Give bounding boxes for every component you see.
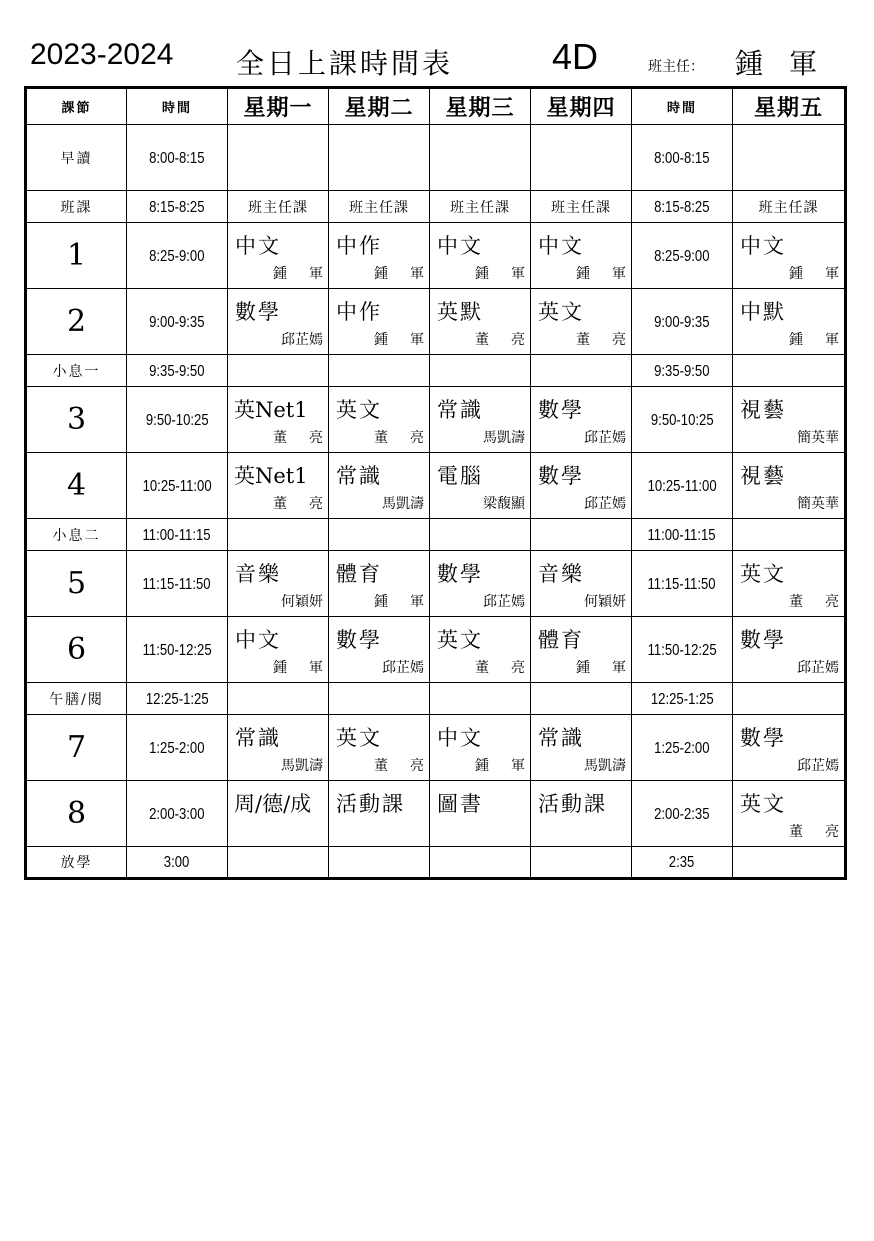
lesson-cell-mon — [228, 289, 329, 355]
subject-name: 視藝 — [740, 398, 786, 422]
time-cell-friday — [632, 453, 733, 519]
table-row — [26, 781, 846, 847]
lesson-cell-tue — [329, 519, 430, 551]
lesson-cell-tue — [329, 453, 430, 519]
lesson-cell-wed — [430, 223, 547, 289]
lesson-cell-wed — [430, 289, 547, 355]
time-text: 8:15-8:25 — [654, 198, 710, 216]
lesson-cell-tue — [329, 125, 430, 191]
subject-name: 圖書 — [437, 792, 483, 816]
lesson-cell-mon — [228, 191, 329, 223]
time-cell — [127, 355, 228, 387]
period-cell — [26, 223, 127, 289]
class-name: 4D — [552, 36, 599, 77]
lesson-cell-wed — [430, 847, 531, 879]
lesson-cell-mon — [228, 223, 345, 289]
period-label: 早讀 — [60, 150, 93, 167]
teacher-name: 董亮 — [374, 758, 446, 774]
teacher-name: 邱芷嫣 — [483, 594, 525, 610]
period-cell — [26, 453, 127, 519]
lesson-cell-mon — [228, 453, 345, 519]
time-text: 1:25-2:00 — [149, 739, 205, 757]
lesson-cell-mon — [228, 715, 329, 781]
homeroom-label: 班主任課 — [349, 199, 409, 216]
period-cell — [26, 289, 127, 355]
teacher-name: 邱芷嫣 — [797, 758, 839, 774]
time-cell — [127, 519, 228, 551]
time-cell — [127, 715, 228, 781]
lesson-cell-tue — [329, 715, 446, 781]
time-text: 9:35-9:50 — [654, 362, 710, 380]
subject-name: 中文 — [740, 234, 786, 258]
lesson-cell-fri — [733, 355, 846, 387]
time-text: 8:00-8:15 — [149, 149, 205, 167]
time-cell-friday — [632, 551, 733, 617]
homeroom-label: 班主任課 — [248, 199, 308, 216]
subject-name: 中文 — [235, 234, 281, 258]
teacher-name: 何穎妍 — [584, 594, 626, 610]
time-text: 2:35 — [669, 854, 695, 871]
lesson-cell-wed — [430, 617, 547, 683]
lesson-cell-fri — [733, 125, 846, 191]
time-text: 3:00 — [164, 854, 190, 871]
time-text: 9:00-9:35 — [654, 313, 710, 331]
lesson-cell-thu — [531, 847, 632, 879]
lesson-cell-mon — [228, 617, 345, 683]
teacher-name: 董亮 — [475, 332, 547, 348]
lesson-cell-tue — [329, 617, 430, 683]
subject-name: 英Net1 — [234, 464, 308, 488]
lesson-cell-fri — [733, 683, 846, 715]
col-header-friday: 星期五 — [733, 88, 846, 125]
page-header — [0, 0, 874, 86]
teacher-name: 董亮 — [789, 594, 861, 610]
col-header-time-friday: 時間 — [632, 88, 733, 125]
teacher-name: 邱芷嫣 — [281, 332, 323, 348]
teacher-name: 鍾軍 — [576, 660, 648, 676]
time-cell-friday — [632, 223, 733, 289]
time-cell-friday — [632, 387, 733, 453]
time-text: 9:00-9:35 — [149, 313, 205, 331]
lesson-cell-tue — [329, 289, 446, 355]
col-header-time: 時間 — [127, 88, 228, 125]
period-number: 8 — [66, 796, 87, 831]
time-text: 9:35-9:50 — [149, 362, 205, 380]
subject-name: 活動課 — [336, 792, 405, 816]
lesson-cell-fri — [733, 387, 846, 453]
time-text: 8:00-8:15 — [654, 149, 710, 167]
lesson-cell-thu — [531, 355, 632, 387]
teacher-name: 邱芷嫣 — [584, 496, 626, 512]
lesson-cell-fri — [733, 781, 861, 847]
teacher-name: 邱芷嫣 — [382, 660, 424, 676]
time-text: 2:00-3:00 — [149, 805, 205, 823]
time-text: 11:50-12:25 — [647, 641, 717, 659]
teacher-name: 簡英華 — [797, 496, 839, 512]
lesson-cell-thu — [531, 519, 632, 551]
lesson-cell-wed — [430, 715, 547, 781]
time-cell-friday — [632, 355, 733, 387]
period-cell — [26, 715, 127, 781]
subject-name: 體育 — [538, 628, 584, 652]
time-text: 11:15-11:50 — [142, 575, 212, 593]
lesson-cell-fri — [733, 289, 861, 355]
table-row — [26, 453, 846, 519]
teacher-name: 梁馥顯 — [483, 496, 525, 512]
lesson-cell-mon — [228, 355, 329, 387]
time-text: 12:25-1:25 — [650, 690, 714, 708]
lesson-cell-mon — [228, 125, 329, 191]
lesson-cell-tue — [329, 355, 430, 387]
subject-name: 電腦 — [437, 464, 483, 488]
subject-name: 英文 — [740, 792, 786, 816]
col-header-monday: 星期一 — [228, 88, 329, 125]
subject-name: 音樂 — [235, 562, 281, 586]
lesson-cell-wed — [430, 781, 531, 847]
subject-name: 活動課 — [538, 792, 607, 816]
lesson-cell-mon — [228, 847, 329, 879]
subject-name: 中文 — [538, 234, 584, 258]
time-text: 9:50-10:25 — [145, 411, 209, 429]
subject-name: 常識 — [235, 726, 281, 750]
time-cell-friday — [632, 715, 733, 781]
subject-name: 中文 — [437, 234, 483, 258]
time-cell — [127, 289, 228, 355]
subject-name: 數學 — [235, 300, 281, 324]
teacher-name: 邱芷嫣 — [584, 430, 626, 446]
period-label: 小息二 — [52, 527, 101, 544]
period-cell — [26, 191, 127, 223]
teacher-name: 鍾軍 — [475, 758, 547, 774]
period-number: 3 — [66, 402, 87, 437]
homeroom-label: 班主任課 — [551, 199, 611, 216]
subject-name: 英Net1 — [234, 398, 308, 422]
lesson-cell-tue — [329, 223, 446, 289]
lesson-cell-thu — [531, 617, 648, 683]
lesson-cell-mon — [228, 519, 329, 551]
subject-name: 數學 — [336, 628, 382, 652]
table-row — [26, 387, 846, 453]
lesson-cell-fri — [733, 551, 861, 617]
subject-name: 常識 — [538, 726, 584, 750]
teacher-name: 鍾軍 — [273, 660, 345, 676]
time-cell — [127, 223, 228, 289]
teacher-name: 董亮 — [273, 496, 345, 512]
period-number: 1 — [66, 238, 87, 273]
teacher-name: 鍾軍 — [374, 594, 446, 610]
lesson-cell-fri — [733, 223, 861, 289]
period-label: 放學 — [60, 855, 93, 871]
teacher-name: 鍾軍 — [789, 266, 861, 282]
period-cell — [26, 847, 127, 879]
lesson-cell-wed — [430, 683, 531, 715]
lesson-cell-thu — [531, 223, 648, 289]
teacher-name: 馬凱濤 — [382, 496, 424, 512]
table-row — [26, 125, 846, 191]
teacher-name: 董亮 — [273, 430, 345, 446]
subject-name: 數學 — [538, 464, 584, 488]
time-cell — [127, 453, 228, 519]
col-header-wednesday: 星期三 — [430, 88, 531, 125]
col-header-tuesday: 星期二 — [329, 88, 430, 125]
time-text: 10:25-11:00 — [142, 477, 212, 495]
time-cell — [127, 125, 228, 191]
col-header-thursday: 星期四 — [531, 88, 632, 125]
period-number: 4 — [66, 468, 87, 503]
period-cell — [26, 781, 127, 847]
subject-name: 數學 — [740, 726, 786, 750]
subject-name: 中作 — [336, 300, 382, 324]
teacher-name: 鍾軍 — [576, 266, 648, 282]
teacher-name: 董亮 — [475, 660, 547, 676]
teacher-name: 董亮 — [789, 824, 861, 840]
period-cell — [26, 617, 127, 683]
time-cell — [127, 617, 228, 683]
time-text: 8:25-9:00 — [654, 247, 710, 265]
lesson-cell-fri — [733, 715, 846, 781]
teacher-name: 鍾軍 — [273, 266, 345, 282]
table-row — [26, 191, 846, 223]
teacher-name: 馬凱濤 — [584, 758, 626, 774]
table-row — [26, 683, 846, 715]
lesson-cell-fri — [733, 453, 846, 519]
time-cell — [127, 683, 228, 715]
lesson-cell-tue — [329, 683, 430, 715]
lesson-cell-thu — [531, 289, 648, 355]
period-number: 5 — [66, 566, 87, 601]
period-label: 班課 — [60, 199, 93, 216]
lesson-cell-fri — [733, 519, 846, 551]
subject-name: 常識 — [437, 398, 483, 422]
lesson-cell-wed — [430, 125, 531, 191]
period-number: 6 — [66, 632, 87, 667]
class-teacher-label: 班主任： — [648, 59, 704, 75]
time-cell-friday — [632, 125, 733, 191]
lesson-cell-fri — [733, 847, 846, 879]
subject-name: 中默 — [740, 300, 786, 324]
timetable — [24, 86, 861, 880]
period-label: 小息一 — [52, 363, 101, 380]
time-text: 10:25-11:00 — [647, 477, 717, 495]
period-cell — [26, 519, 127, 551]
subject-name: 數學 — [437, 562, 483, 586]
lesson-cell-fri — [733, 191, 846, 223]
subject-name: 常識 — [336, 464, 382, 488]
period-cell — [26, 551, 127, 617]
lesson-cell-tue — [329, 781, 430, 847]
teacher-name: 鍾軍 — [374, 332, 446, 348]
teacher-name: 鍾軍 — [475, 266, 547, 282]
time-cell — [127, 191, 228, 223]
lesson-cell-thu — [531, 387, 632, 453]
subject-name: 中文 — [437, 726, 483, 750]
period-cell — [26, 683, 127, 715]
lesson-cell-wed — [430, 387, 531, 453]
subject-name: 英文 — [336, 398, 382, 422]
header-row — [26, 88, 846, 125]
lesson-cell-tue — [329, 387, 446, 453]
lesson-cell-tue — [329, 551, 446, 617]
table-row — [26, 289, 846, 355]
time-cell-friday — [632, 847, 733, 879]
time-text: 8:15-8:25 — [149, 198, 205, 216]
lesson-cell-thu — [531, 551, 632, 617]
teacher-name: 邱芷嫣 — [797, 660, 839, 676]
time-cell-friday — [632, 781, 733, 847]
homeroom-label: 班主任課 — [758, 199, 819, 216]
time-text: 2:00-2:35 — [654, 805, 710, 823]
subject-name: 中文 — [235, 628, 281, 652]
table-row — [26, 551, 846, 617]
lesson-cell-mon — [228, 683, 329, 715]
subject-name: 數學 — [538, 398, 584, 422]
subject-name: 周/德/成 — [234, 792, 312, 816]
time-text: 1:25-2:00 — [654, 739, 710, 757]
subject-name: 音樂 — [538, 562, 584, 586]
lesson-cell-thu — [531, 125, 632, 191]
lesson-cell-mon — [228, 781, 329, 847]
timetable-body — [26, 125, 861, 879]
lesson-cell-fri — [733, 617, 846, 683]
lesson-cell-thu — [531, 683, 632, 715]
lesson-cell-wed — [430, 191, 531, 223]
lesson-cell-mon — [228, 551, 329, 617]
teacher-name: 鍾軍 — [789, 332, 861, 348]
teacher-name: 馬凱濤 — [483, 430, 525, 446]
lesson-cell-wed — [430, 453, 531, 519]
period-number: 7 — [66, 730, 87, 765]
time-cell — [127, 847, 228, 879]
time-text: 11:00-11:15 — [647, 526, 717, 544]
teacher-name: 董亮 — [576, 332, 648, 348]
subject-name: 體育 — [336, 562, 382, 586]
period-cell — [26, 387, 127, 453]
subject-name: 英默 — [437, 300, 483, 324]
time-text: 11:15-11:50 — [647, 575, 717, 593]
subject-name: 英文 — [437, 628, 483, 652]
teacher-name: 馬凱濤 — [281, 758, 323, 774]
lesson-cell-tue — [329, 847, 430, 879]
time-cell-friday — [632, 289, 733, 355]
teacher-name: 董亮 — [374, 430, 446, 446]
time-cell-friday — [632, 519, 733, 551]
lesson-cell-thu — [531, 453, 632, 519]
subject-name: 英文 — [538, 300, 584, 324]
teacher-name: 何穎妍 — [281, 594, 323, 610]
time-text: 8:25-9:00 — [149, 247, 205, 265]
lesson-cell-thu — [531, 781, 632, 847]
time-cell — [127, 551, 228, 617]
time-text: 11:00-11:15 — [142, 526, 212, 544]
table-row — [26, 715, 846, 781]
period-label: 午膳/閱 — [49, 691, 104, 708]
lesson-cell-thu — [531, 715, 632, 781]
lesson-cell-wed — [430, 519, 531, 551]
teacher-name: 鍾軍 — [374, 266, 446, 282]
col-header-period: 課節 — [26, 88, 127, 125]
subject-name: 數學 — [740, 628, 786, 652]
period-cell — [26, 125, 127, 191]
subject-name: 英文 — [740, 562, 786, 586]
time-cell — [127, 387, 228, 453]
school-year: 2023-2024 — [30, 38, 174, 71]
time-cell — [127, 781, 228, 847]
time-text: 9:50-10:25 — [650, 411, 714, 429]
lesson-cell-wed — [430, 551, 531, 617]
subject-name: 英文 — [336, 726, 382, 750]
homeroom-label: 班主任課 — [450, 199, 510, 216]
page-title: 全日上課時間表 — [236, 47, 454, 80]
time-cell-friday — [632, 617, 733, 683]
table-row — [26, 847, 846, 879]
table-row — [26, 355, 846, 387]
subject-name: 視藝 — [740, 464, 786, 488]
time-cell-friday — [632, 683, 733, 715]
table-row — [26, 223, 846, 289]
lesson-cell-mon — [228, 387, 345, 453]
table-row — [26, 519, 846, 551]
time-text: 11:50-12:25 — [142, 641, 212, 659]
period-number: 2 — [66, 304, 87, 339]
class-teacher-name: 鍾軍 — [735, 47, 844, 80]
table-row — [26, 617, 846, 683]
subject-name: 中作 — [336, 234, 382, 258]
lesson-cell-thu — [531, 191, 632, 223]
teacher-name: 簡英華 — [797, 430, 839, 446]
lesson-cell-tue — [329, 191, 430, 223]
period-cell — [26, 355, 127, 387]
time-cell-friday — [632, 191, 733, 223]
time-text: 12:25-1:25 — [145, 690, 209, 708]
lesson-cell-wed — [430, 355, 531, 387]
